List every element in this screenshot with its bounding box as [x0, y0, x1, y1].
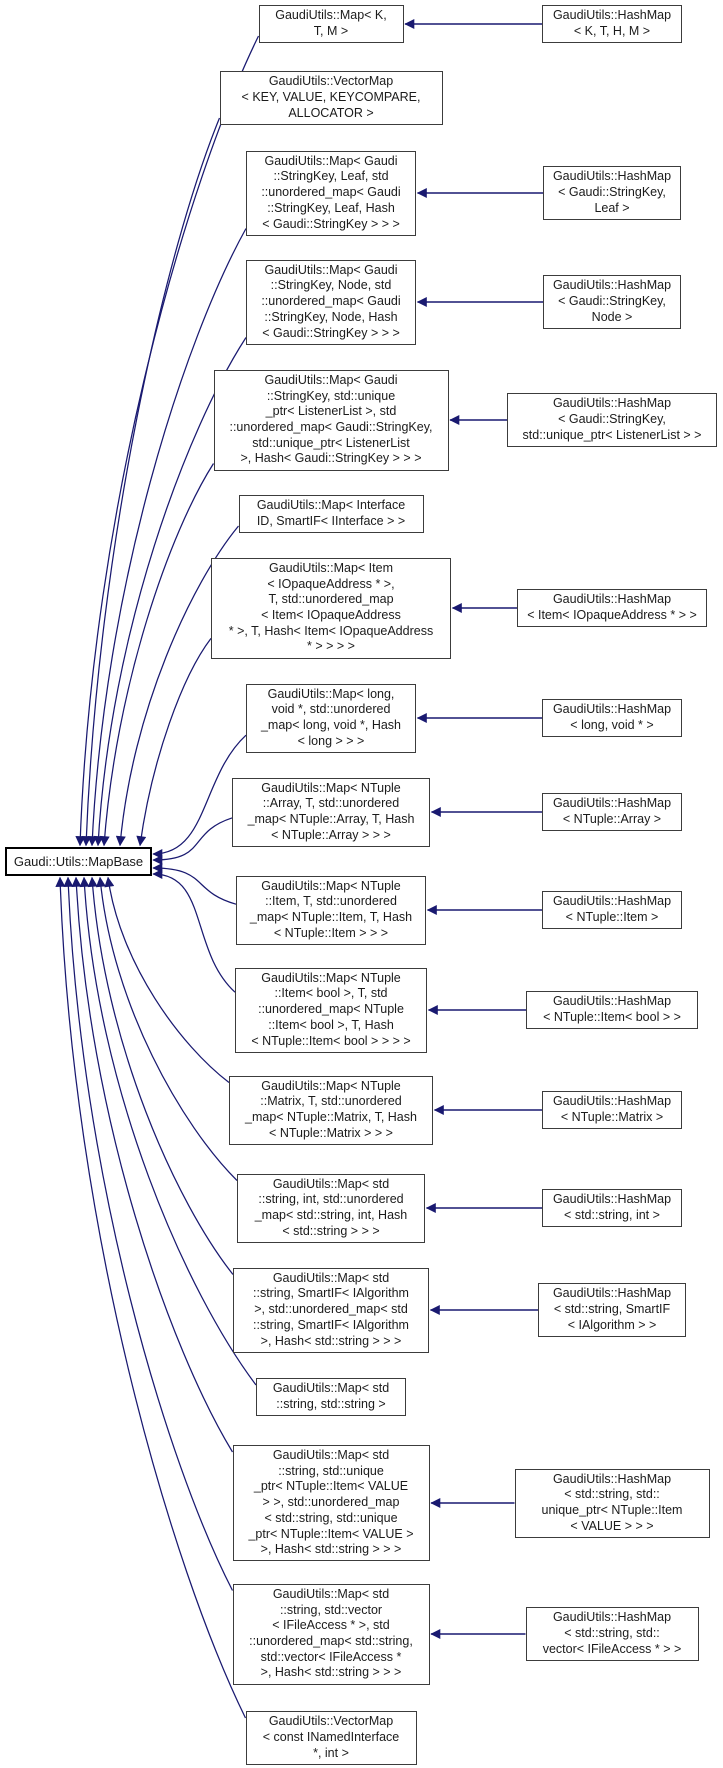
class-node-label-line: _ptr< ListenerList >, std — [265, 404, 397, 419]
class-node-label-line: GaudiUtils::Map< std — [272, 1381, 390, 1396]
class-node-label-line: < std::string, std:: — [564, 1487, 660, 1502]
class-node-label-line: ::string, std::string > — [276, 1397, 386, 1411]
class-node-label-line: >, Hash< std::string > > > — [260, 1333, 402, 1348]
class-node-label-line: _ptr< NTuple::Item< VALUE — [253, 1479, 409, 1494]
class-node-label-line: < NTuple::Array > — [562, 812, 662, 826]
class-node-label-line: < std::string, SmartIF — [553, 1302, 671, 1317]
class-node-hashmap-long-void[interactable] — [542, 699, 682, 737]
class-node-label-line: GaudiUtils::Map< NTuple — [261, 1078, 401, 1093]
class-node-label-line: ::Item, T, std::unordered — [265, 894, 397, 909]
class-node-label-line: ::unordered_map< Gaudi::StringKey, — [229, 420, 433, 434]
class-node-label-line: GaudiUtils::Map< NTuple — [261, 970, 401, 985]
class-node-hashmap-stringkey-leaf[interactable] — [543, 166, 681, 220]
class-node-label-line: ::Item< bool >, T, std — [274, 986, 388, 1001]
class-node-label-line: GaudiUtils::Map< std — [272, 1448, 390, 1463]
class-node-label-line: GaudiUtils::HashMap — [552, 592, 672, 607]
class-node-label-line: >, Hash< std::string > > > — [260, 1665, 402, 1680]
class-node-label-line: < IAlgorithm > > — [567, 1317, 657, 1332]
class-node-label-line: void *, std::unordered — [271, 702, 391, 717]
class-node-label-line: std::unique_ptr< ListenerList — [252, 435, 410, 450]
class-node-label-line: < Item< IOpaqueAddress — [261, 608, 401, 622]
class-node-label-line: Leaf > — [594, 200, 630, 215]
class-node-label-line: *, int > — [313, 1745, 349, 1760]
class-node-label-line: ::unordered_map< std::string, — [249, 1634, 413, 1648]
class-node-label-line: ALLOCATOR > — [288, 105, 374, 120]
class-node-hashmap-stringkey-listenerlist[interactable] — [507, 393, 717, 447]
class-node-label-line: std::vector< IFileAccess * — [260, 1649, 402, 1664]
class-node-label-line: < Gaudi::StringKey > > > — [262, 325, 400, 340]
class-node-label-line: ::unordered_map< Gaudi — [261, 185, 401, 200]
class-node-label-line: < VALUE > > > — [570, 1518, 654, 1533]
class-node-label-line: < std::string, std:: — [564, 1626, 660, 1641]
class-node-mapbase[interactable] — [5, 847, 152, 876]
class-node-label-line: ::StringKey, Leaf, Hash — [267, 200, 395, 215]
class-node-label-line: GaudiUtils::Map< std — [272, 1586, 390, 1601]
class-node-label-line: < Gaudi::StringKey, — [558, 412, 666, 427]
class-node-hashmap-string-uniqueptr-ntuple-item[interactable] — [515, 1469, 710, 1538]
class-node-label-line: < long, void * > — [570, 718, 654, 732]
class-node-label-line: GaudiUtils::HashMap — [552, 1471, 672, 1486]
class-node-label-line: < long > > > — [297, 733, 365, 748]
class-node-label-line: GaudiUtils::HashMap — [552, 278, 672, 293]
class-node-label-line: ID, SmartIF< IInterface > > — [256, 514, 406, 528]
class-node-label-line: Node > — [591, 309, 633, 324]
class-node-label-line: < NTuple::Item< bool > > > > — [251, 1033, 411, 1048]
class-node-label-line: ::StringKey, std::unique — [266, 388, 396, 403]
class-node-label-line: * >, T, Hash< Item< IOpaqueAddress — [228, 623, 434, 638]
class-node-label-line: GaudiUtils::Map< std — [272, 1270, 390, 1285]
class-node-label-line: ::Matrix, T, std::unordered — [260, 1094, 402, 1109]
class-node-map-k-t-m[interactable] — [259, 5, 404, 43]
class-node-label-line: GaudiUtils::HashMap — [552, 8, 672, 23]
class-node-map-string-int[interactable] — [237, 1174, 425, 1243]
class-node-label-line: < std::string, std::unique — [264, 1510, 398, 1525]
class-node-label-line: < const INamedInterface — [262, 1730, 400, 1745]
class-node-label-line: GaudiUtils::HashMap — [552, 396, 672, 411]
class-node-map-item-iopaqueaddress[interactable] — [211, 558, 451, 659]
class-node-label-line: < Item< IOpaqueAddress * > > — [527, 608, 697, 622]
class-node-label-line: < NTuple::Item > > > — [273, 925, 389, 940]
class-node-label-line: < NTuple::Matrix > — [560, 1110, 664, 1124]
class-node-label-line: < NTuple::Item > — [565, 910, 659, 924]
class-node-label-line: GaudiUtils::HashMap — [552, 1286, 672, 1301]
class-node-label-line: < K, T, H, M > — [573, 24, 651, 38]
class-node-label-line: ::StringKey, Node, Hash — [264, 309, 398, 324]
class-node-label-line: unique_ptr< NTuple::Item — [541, 1503, 683, 1517]
class-node-label-line: GaudiUtils::Map< std — [272, 1176, 390, 1191]
class-node-label-line: GaudiUtils::VectorMap — [268, 1714, 394, 1729]
class-node-label-line: * > > > > — [307, 639, 355, 654]
class-node-hashmap-ntuple-matrix[interactable] — [542, 1091, 682, 1129]
class-node-map-ntuple-matrix[interactable] — [229, 1076, 433, 1145]
class-node-label-line: GaudiUtils::Map< long, — [267, 686, 395, 701]
class-node-label-line: std::unique_ptr< ListenerList > > — [522, 427, 702, 442]
class-node-label-line: GaudiUtils::Map< Item — [268, 560, 393, 575]
class-node-label-line: _map< NTuple::Matrix, T, Hash — [245, 1110, 417, 1124]
class-node-label-line: GaudiUtils::Map< Gaudi — [264, 262, 398, 277]
class-node-label-line: < KEY, VALUE, KEYCOMPARE, — [241, 90, 421, 105]
class-node-label-line: _map< NTuple::Item, T, Hash — [249, 910, 413, 924]
class-node-label-line: ::string, SmartIF< IAlgorithm — [253, 1286, 409, 1301]
class-node-map-stringkey-leaf[interactable] — [246, 151, 416, 236]
class-node-map-interfaceid-smartif[interactable] — [239, 495, 424, 533]
class-node-label-line: GaudiUtils::HashMap — [552, 1610, 672, 1625]
class-node-hashmap-ntuple-item-bool[interactable] — [526, 991, 698, 1029]
class-node-map-long-void[interactable] — [246, 684, 416, 753]
class-node-label-line: GaudiUtils::HashMap — [552, 894, 672, 909]
class-node-hashmap-string-smartif-ialgorithm[interactable] — [538, 1283, 686, 1337]
class-node-label-line: GaudiUtils::HashMap — [552, 169, 672, 184]
class-node-label-line: GaudiUtils::HashMap — [552, 994, 672, 1009]
class-node-label-line: < IFileAccess * >, std — [272, 1618, 390, 1633]
class-node-label-line: GaudiUtils::Map< NTuple — [261, 780, 401, 795]
class-node-hashmap-ntuple-item[interactable] — [542, 891, 682, 929]
class-node-hashmap-string-int[interactable] — [542, 1189, 682, 1227]
class-node-map-string-vector-ifileaccess[interactable] — [233, 1584, 430, 1685]
class-node-label-line: T, std::unordered_map — [268, 592, 394, 607]
class-node-label-line: < IOpaqueAddress * >, — [267, 576, 395, 591]
class-node-label-line: >, Hash< Gaudi::StringKey > > > — [240, 451, 422, 466]
class-node-label-line: >, std::unordered_map< std — [254, 1302, 408, 1317]
class-node-label-line: T, M > — [313, 24, 349, 38]
class-node-label-line: GaudiUtils::HashMap — [552, 702, 672, 717]
class-node-hashmap-stringkey-node[interactable] — [543, 275, 681, 329]
class-node-label-line: GaudiUtils::HashMap — [552, 1094, 672, 1109]
class-node-vectormap-key-value[interactable] — [220, 71, 443, 125]
class-node-vectormap-inamedinterface-int[interactable] — [246, 1711, 417, 1765]
class-node-label-line: GaudiUtils::Map< K, — [275, 8, 387, 23]
class-node-label-line: _map< std::string, int, Hash — [254, 1208, 408, 1222]
class-node-map-stringkey-listenerlist[interactable] — [214, 370, 449, 471]
class-node-hashmap-k-t-h-m[interactable] — [542, 5, 682, 43]
class-node-label-line: GaudiUtils::Map< Interface — [256, 498, 406, 513]
class-node-label-line: < Gaudi::StringKey, — [558, 294, 666, 309]
class-node-label-line: _map< NTuple::Array, T, Hash — [247, 812, 415, 826]
class-node-label-line: < NTuple::Item< bool > > — [543, 1010, 681, 1024]
class-node-label-line: ::Array, T, std::unordered — [262, 796, 400, 811]
class-node-label-line: ::string, int, std::unordered — [258, 1192, 404, 1207]
class-node-label-line: GaudiUtils::HashMap — [552, 1192, 672, 1207]
class-node-label-line: _ptr< NTuple::Item< VALUE > — [248, 1526, 414, 1541]
class-node-label-line: < NTuple::Array > > > — [271, 827, 391, 842]
class-node-label-line: ::unordered_map< NTuple — [258, 1002, 404, 1017]
class-node-label-line: < Gaudi::StringKey, — [558, 185, 666, 200]
class-node-label-line: > >, std::unordered_map — [262, 1495, 400, 1510]
class-node-label-line: ::StringKey, Leaf, std — [273, 169, 389, 184]
class-node-label-line: GaudiUtils::Map< NTuple — [261, 878, 401, 893]
class-node-label-line: ::Item< bool >, T, Hash — [268, 1017, 394, 1032]
class-node-label-line: < Gaudi::StringKey > > > — [262, 216, 400, 231]
class-node-map-ntuple-array[interactable] — [232, 778, 430, 847]
class-node-map-stringkey-node[interactable] — [246, 260, 416, 345]
class-node-map-string-string[interactable] — [256, 1378, 406, 1416]
class-node-hashmap-string-vector-ifileaccess[interactable] — [526, 1607, 699, 1661]
class-node-label-line: < std::string > > > — [282, 1223, 380, 1238]
class-node-label-line: GaudiUtils::HashMap — [552, 796, 672, 811]
class-node-label-line: ::StringKey, Node, std — [270, 278, 392, 293]
class-node-map-string-uniqueptr-ntuple-item[interactable] — [233, 1445, 430, 1561]
class-node-label-line: >, Hash< std::string > > > — [260, 1542, 402, 1557]
class-node-label-line: GaudiUtils::VectorMap — [268, 74, 394, 89]
class-node-label-line: < std::string, int > — [564, 1208, 660, 1222]
class-node-label-line: GaudiUtils::Map< Gaudi — [264, 153, 398, 168]
class-node-label-line: ::string, std::unique — [278, 1463, 384, 1478]
class-node-map-ntuple-item-bool[interactable] — [235, 968, 427, 1053]
class-node-label-line: Gaudi::Utils::MapBase — [13, 853, 144, 869]
class-node-label-line: ::unordered_map< Gaudi — [261, 294, 401, 309]
class-node-hashmap-ntuple-array[interactable] — [542, 793, 682, 831]
class-node-map-string-smartif-ialgorithm[interactable] — [233, 1268, 429, 1353]
class-node-map-ntuple-item[interactable] — [236, 876, 426, 945]
class-node-label-line: < NTuple::Matrix > > > — [269, 1125, 393, 1140]
class-node-label-line: ::string, std::vector — [279, 1602, 383, 1617]
class-node-hashmap-item-iopaqueaddress[interactable] — [517, 589, 707, 627]
class-node-label-line: GaudiUtils::Map< Gaudi — [264, 372, 398, 387]
class-node-label-line: vector< IFileAccess * > > — [542, 1641, 682, 1656]
class-node-label-line: _map< long, void *, Hash — [260, 718, 401, 732]
class-node-label-line: ::string, SmartIF< IAlgorithm — [253, 1317, 409, 1332]
